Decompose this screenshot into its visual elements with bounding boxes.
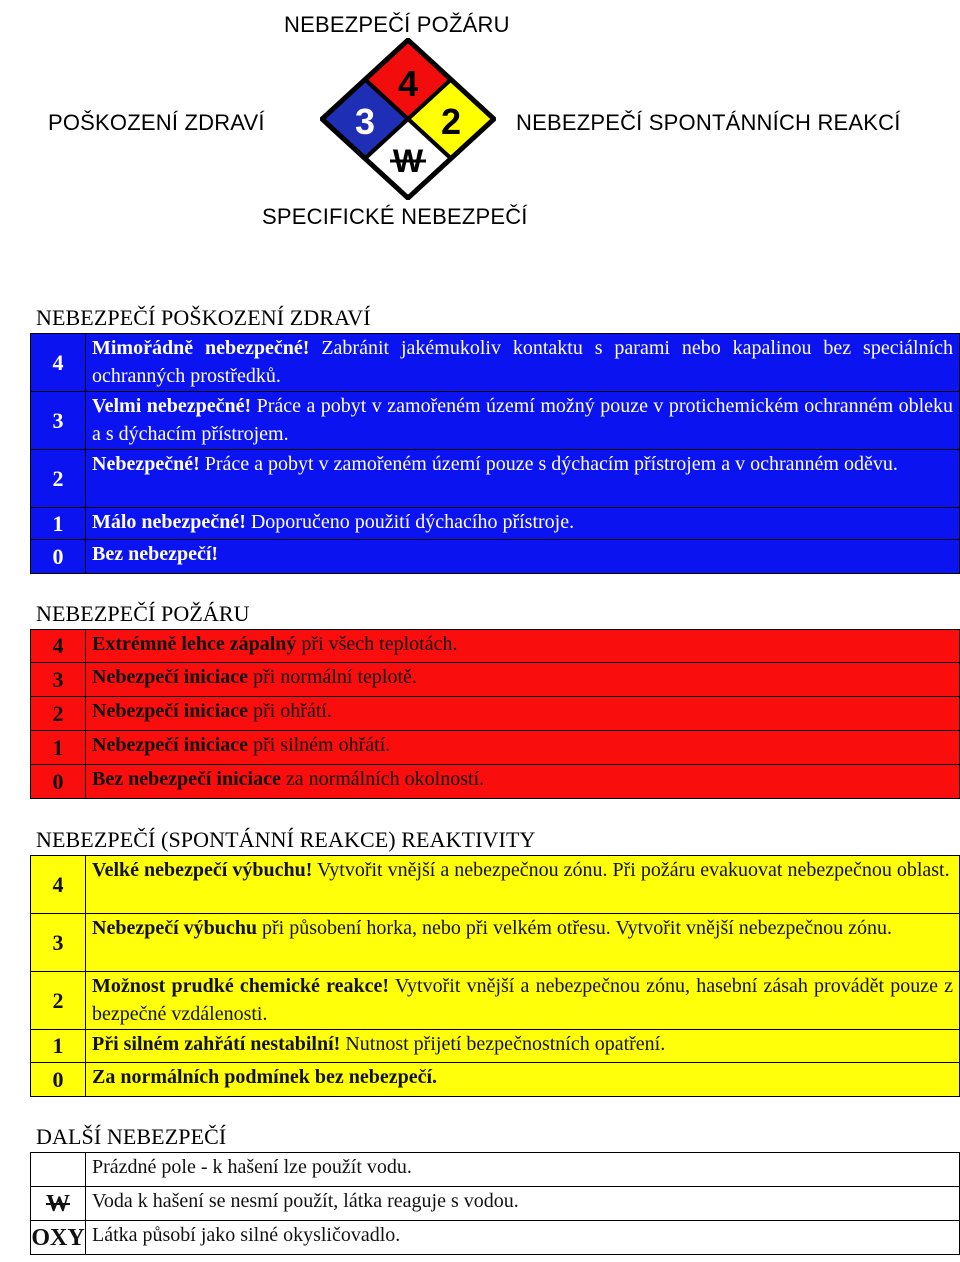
rating-number: 0 <box>31 540 86 574</box>
rating-number: 0 <box>31 765 86 799</box>
rating-text: Prázdné pole - k hašení lze použít vodu. <box>92 1156 412 1178</box>
rating-text: za normálních okolností. <box>280 768 485 790</box>
rating-text: Látka působí jako silné okysličovadlo. <box>92 1224 401 1246</box>
rating-text: Vytvořit vnější a nebezpečnou zónu. Při požáru evakuovat nebezpečnou oblast. <box>312 859 950 881</box>
rating-keyword: Velmi nebezpečné! <box>92 395 252 417</box>
table-row <box>31 630 960 663</box>
table-row <box>31 1187 960 1221</box>
special-hazard-label: SPECIFICKÉ NEBEZPEČÍ <box>262 204 528 229</box>
rating-description <box>86 1221 960 1255</box>
table-row <box>31 697 960 731</box>
rating-description <box>86 663 960 697</box>
rating-number: 2 <box>31 697 86 731</box>
rating-text: Zabránit jakémukoliv kontaktu s parami nebo kapalinou bez speciálních ochranných prostředků. <box>92 337 954 387</box>
table-row <box>31 334 960 392</box>
rating-keyword: Bez nebezpečí! <box>92 543 219 565</box>
rating-keyword: Nebezpečí výbuchu <box>92 917 257 939</box>
rating-description <box>86 630 960 663</box>
table-row <box>31 1153 960 1187</box>
rating-description <box>86 334 960 392</box>
rating-description <box>86 856 960 914</box>
rating-description <box>86 450 960 508</box>
rating-keyword: Málo nebezpečné! <box>92 511 246 533</box>
table-row <box>31 856 960 914</box>
rating-number: 3 <box>31 392 86 450</box>
rating-number: 1 <box>31 731 86 765</box>
rating-description <box>86 508 960 540</box>
reactivity-section-title: NEBEZPEČÍ (SPONTÁNNÍ REAKCE) REAKTIVITY <box>36 827 536 852</box>
rating-description <box>86 540 960 574</box>
rating-text: Práce a pobyt v zamořeném území možný pouze v protichemickém ochranném obleku a s dýchacím přístrojem. <box>92 395 954 445</box>
rating-description <box>86 1063 960 1097</box>
health-hazard-label: POŠKOZENÍ ZDRAVÍ <box>48 110 265 135</box>
special-table <box>30 1152 960 1255</box>
rating-number: 2 <box>31 450 86 508</box>
rating-text: při ohřátí. <box>248 700 332 722</box>
reactivity-hazard-label: NEBEZPEČÍ SPONTÁNNÍCH REAKCÍ <box>516 110 901 135</box>
table-row <box>31 972 960 1030</box>
rating-description <box>86 765 960 799</box>
rating-description <box>86 1030 960 1063</box>
table-row <box>31 663 960 697</box>
rating-keyword: Možnost prudké chemické reakce! <box>92 975 390 997</box>
rating-description <box>86 914 960 972</box>
rating-description <box>86 731 960 765</box>
table-row <box>31 731 960 765</box>
rating-text: při normální teplotě. <box>248 666 417 688</box>
rating-number: 2 <box>31 972 86 1030</box>
rating-text: při všech teplotách. <box>296 633 458 655</box>
rating-number: OXY <box>31 1221 86 1255</box>
table-row <box>31 508 960 540</box>
table-row <box>31 1030 960 1063</box>
rating-description <box>86 697 960 731</box>
health-table <box>30 333 960 574</box>
rating-description <box>86 1187 960 1221</box>
rating-text: Doporučeno použití dýchacího přístroje. <box>245 511 575 533</box>
nfpa-diamond <box>320 38 496 200</box>
table-row <box>31 540 960 574</box>
rating-keyword: Nebezpečí iniciace <box>92 734 249 756</box>
rating-keyword: Nebezpečí iniciace <box>92 666 249 688</box>
special-section-title: DALŠÍ NEBEZPEČÍ <box>36 1124 227 1149</box>
rating-text: při silném ohřátí. <box>248 734 391 756</box>
rating-description <box>86 972 960 1030</box>
health-value: 3 <box>354 101 376 142</box>
table-row <box>31 765 960 799</box>
rating-keyword: Nebezpečné! <box>92 453 200 475</box>
rating-text: Vytvořit vnější a nebezpečnou zónu, hasební zásah provádět pouze z bezpečné vzdálenosti. <box>92 975 954 1025</box>
rating-description <box>86 1153 960 1187</box>
table-row <box>31 1063 960 1097</box>
rating-keyword: Nebezpečí iniciace <box>92 700 249 722</box>
rating-number: 0 <box>31 1063 86 1097</box>
health-section-title: NEBEZPEČÍ POŠKOZENÍ ZDRAVÍ <box>36 305 371 330</box>
table-row <box>31 1221 960 1255</box>
rating-number: 4 <box>31 630 86 663</box>
rating-keyword: Extrémně lehce zápalný <box>92 633 297 655</box>
rating-number: 4 <box>31 856 86 914</box>
rating-keyword: Mimořádně nebezpečné! <box>92 337 310 359</box>
rating-text: Práce a pobyt v zamořeném území pouze s dýchacím přístrojem a v ochranném oděvu. <box>199 453 898 475</box>
rating-text: Voda k hašení se nesmí použít, látka reaguje s vodou. <box>92 1190 519 1212</box>
fire-section-title: NEBEZPEČÍ POŽÁRU <box>36 601 250 626</box>
rating-number: 3 <box>31 663 86 697</box>
table-row <box>31 914 960 972</box>
rating-keyword: Za normálních podmínek bez nebezpečí. <box>92 1066 438 1088</box>
rating-number: 1 <box>31 1030 86 1063</box>
rating-number: 1 <box>31 508 86 540</box>
special-value: W <box>392 143 424 179</box>
fire-value: 4 <box>397 63 419 104</box>
table-row <box>31 392 960 450</box>
fire-hazard-label: NEBEZPEČÍ POŽÁRU <box>284 12 510 37</box>
rating-number: W <box>31 1187 86 1221</box>
rating-number <box>31 1153 86 1187</box>
table-row <box>31 450 960 508</box>
rating-number: 4 <box>31 334 86 392</box>
fire-table <box>30 629 960 799</box>
rating-number: 3 <box>31 914 86 972</box>
reactivity-value: 2 <box>440 101 462 142</box>
rating-text: při působení horka, nebo při velkém otřesu. Vytvořit vnější nebezpečnou zónu. <box>257 917 893 939</box>
rating-keyword: Bez nebezpečí iniciace <box>92 768 281 790</box>
rating-keyword: Velké nebezpečí výbuchu! <box>92 859 313 881</box>
rating-description <box>86 392 960 450</box>
reactivity-table <box>30 855 960 1097</box>
rating-text: Nutnost přijetí bezpečnostních opatření. <box>340 1033 666 1055</box>
rating-keyword: Při silném zahřátí nestabilní! <box>92 1033 341 1055</box>
